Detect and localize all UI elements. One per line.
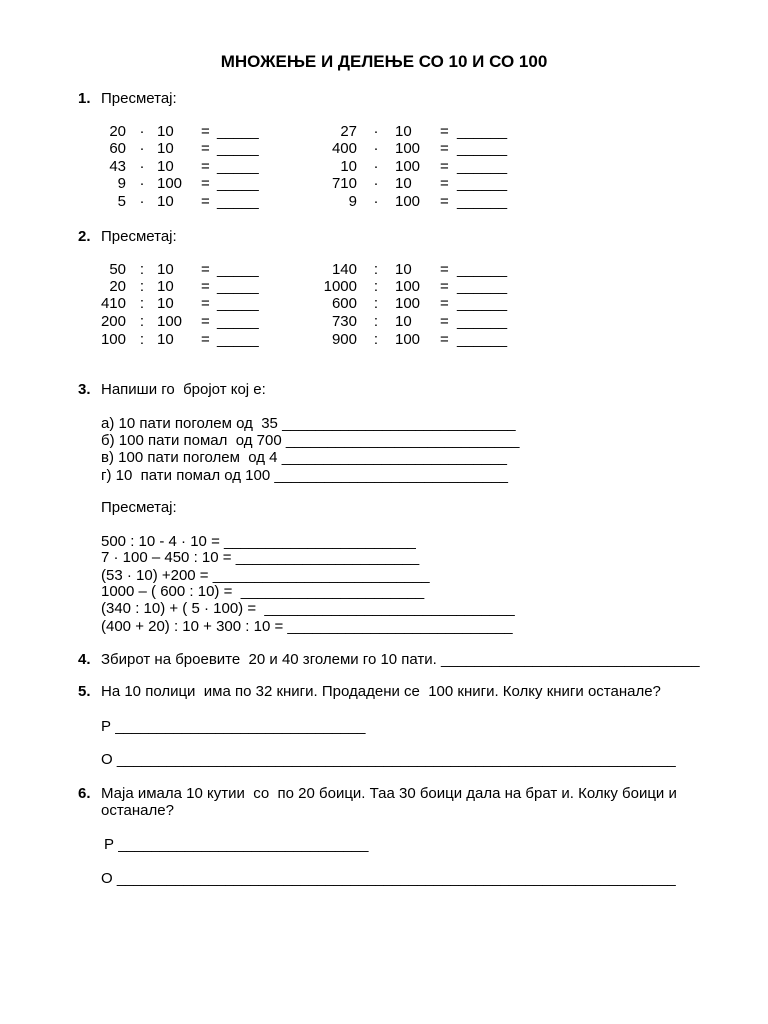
- operator: ·: [139, 175, 145, 192]
- operand-a: 400: [331, 140, 357, 157]
- task-2-row: [0, 331, 768, 348]
- equals-sign: =: [201, 331, 210, 348]
- answer-blank: _____: [217, 261, 259, 278]
- operand-b: 10: [157, 193, 174, 210]
- answer-label: О: [101, 751, 117, 768]
- answer-blank: _____: [217, 313, 259, 330]
- task-1-instruction: Пресметај:: [101, 90, 177, 107]
- operand-a: 9: [348, 193, 357, 210]
- equals-sign: =: [201, 140, 210, 157]
- operand-a: 100: [100, 331, 126, 348]
- operand-b: 10: [157, 295, 174, 312]
- operand-a: 27: [340, 123, 357, 140]
- operand-a: 50: [109, 261, 126, 278]
- expression-line: [101, 533, 416, 550]
- answer-blank: ____________________________: [282, 415, 516, 432]
- operand-b: 10: [157, 278, 174, 295]
- task-1-row: [0, 123, 768, 140]
- task-4-number: 4.: [78, 651, 91, 668]
- answer-blank: ______: [457, 175, 508, 192]
- answer-blank: ______: [457, 331, 508, 348]
- task-6-answer-line: [101, 870, 676, 887]
- operand-b: 100: [395, 193, 421, 210]
- answer-blank: ______: [457, 140, 508, 157]
- operand-b: 100: [395, 295, 421, 312]
- answer-blank: _______________________________: [441, 651, 700, 668]
- operand-b: 10: [395, 175, 412, 192]
- answer-blank: ______________________: [235, 549, 420, 566]
- operator: :: [139, 331, 145, 348]
- equals-sign: =: [440, 278, 449, 295]
- operand-b: 100: [157, 175, 183, 192]
- equals-sign: =: [440, 295, 449, 312]
- item-text: б) 100 пати помал од 700: [101, 432, 286, 449]
- expression-text: 1000 – ( 600 : 10) =: [101, 583, 241, 600]
- task-2-row: [0, 313, 768, 330]
- operand-b: 10: [157, 331, 174, 348]
- answer-blank: ____________________________: [274, 467, 508, 484]
- equals-sign: =: [440, 123, 449, 140]
- answer-blank: ___________________________: [287, 618, 513, 635]
- operand-b: 10: [395, 123, 412, 140]
- equals-sign: =: [201, 278, 210, 295]
- operand-b: 100: [395, 331, 421, 348]
- operand-b: 10: [395, 261, 412, 278]
- task-2-row: [0, 278, 768, 295]
- answer-blank: ____________________________: [285, 432, 520, 449]
- answer-blank: ___________________________: [281, 449, 507, 466]
- expression-line: [101, 549, 419, 566]
- page-title: МНОЖЕЊЕ И ДЕЛЕЊЕ СО 10 И СО 100: [220, 52, 548, 71]
- task-2-row: [0, 261, 768, 278]
- equals-sign: =: [440, 140, 449, 157]
- solution-label: Р: [104, 836, 119, 853]
- operator: :: [373, 331, 379, 348]
- task-4-line: [101, 651, 700, 668]
- answer-blank: _____: [217, 175, 259, 192]
- item-text: а) 10 пати поголем од 35: [101, 415, 283, 432]
- operand-a: 900: [331, 331, 357, 348]
- item-text: в) 100 пати поголем од 4: [101, 449, 282, 466]
- equals-sign: =: [440, 193, 449, 210]
- expression-line: [101, 583, 424, 600]
- answer-blank: __________________________: [212, 567, 430, 584]
- equals-sign: =: [440, 313, 449, 330]
- operand-a: 5: [117, 193, 126, 210]
- answer-label: О: [101, 870, 117, 887]
- operand-b: 10: [157, 158, 174, 175]
- operand-a: 20: [109, 123, 126, 140]
- answer-blank: ______________________________: [264, 600, 515, 617]
- operator: ·: [139, 193, 145, 210]
- task-3-item: [101, 467, 508, 484]
- operand-a: 200: [100, 313, 126, 330]
- answer-blank: _____: [217, 140, 259, 157]
- answer-blank: _____: [217, 295, 259, 312]
- expression-line: [101, 567, 430, 584]
- task-3-number: 3.: [78, 381, 91, 398]
- operand-a: 730: [331, 313, 357, 330]
- operand-b: 10: [157, 140, 174, 157]
- task-3-instruction: Напиши го бројот кој е:: [101, 381, 266, 398]
- task-3-item: [101, 432, 519, 449]
- expression-text: (53 · 10) +200 =: [101, 567, 213, 584]
- task-1-row: [0, 193, 768, 210]
- task-1-row: [0, 175, 768, 192]
- operand-b: 10: [395, 313, 412, 330]
- answer-blank: ___________________________________________________________________: [116, 751, 676, 768]
- operator: :: [373, 313, 379, 330]
- answer-blank: ______________________________: [118, 836, 369, 853]
- equals-sign: =: [201, 261, 210, 278]
- equals-sign: =: [440, 175, 449, 192]
- item-text: г) 10 пати помал од 100: [101, 467, 275, 484]
- task-1-row: [0, 158, 768, 175]
- operand-a: 60: [109, 140, 126, 157]
- answer-blank: _____: [217, 278, 259, 295]
- operator: :: [139, 261, 145, 278]
- operator: ·: [139, 158, 145, 175]
- task-2-number: 2.: [78, 228, 91, 245]
- task-3-sub-instruction: Пресметај:: [101, 499, 177, 516]
- task-5-number: 5.: [78, 683, 91, 700]
- operator: ·: [373, 123, 379, 140]
- operand-a: 9: [117, 175, 126, 192]
- operand-a: 710: [331, 175, 357, 192]
- operator: ·: [373, 140, 379, 157]
- expression-text: 7 · 100 – 450 : 10 =: [101, 549, 236, 566]
- operator: :: [139, 313, 145, 330]
- operator: ·: [373, 158, 379, 175]
- task-6-solution-line: [104, 836, 368, 853]
- expression-text: (400 + 20) : 10 + 300 : 10 =: [101, 618, 288, 635]
- operator: :: [139, 295, 145, 312]
- answer-blank: ______: [457, 278, 508, 295]
- operator: :: [139, 278, 145, 295]
- solution-label: Р: [101, 718, 116, 735]
- answer-blank: _____: [217, 193, 259, 210]
- operator: :: [373, 295, 379, 312]
- operand-a: 43: [109, 158, 126, 175]
- answer-blank: ______: [457, 295, 508, 312]
- operator: ·: [139, 140, 145, 157]
- task-5-text: На 10 полици има по 32 книги. Продадени се 100 книги. Колку книги останале?: [101, 683, 661, 700]
- answer-blank: ______: [457, 261, 508, 278]
- equals-sign: =: [201, 158, 210, 175]
- operand-a: 140: [331, 261, 357, 278]
- task-5-answer-line: [101, 751, 676, 768]
- equals-sign: =: [201, 295, 210, 312]
- expression-line: [101, 600, 515, 617]
- operand-b: 100: [395, 278, 421, 295]
- task-3-item: [101, 449, 507, 466]
- operand-b: 100: [395, 140, 421, 157]
- equals-sign: =: [201, 123, 210, 140]
- operator: ·: [139, 123, 145, 140]
- equals-sign: =: [440, 158, 449, 175]
- expression-text: 500 : 10 - 4 · 10 =: [101, 533, 224, 550]
- equals-sign: =: [201, 313, 210, 330]
- task-6-text-line-1: Маја имала 10 кутии со по 20 боици. Таа 30 боици дала на брат и. Колку боици и: [101, 785, 677, 802]
- equals-sign: =: [201, 175, 210, 192]
- task-1-row: [0, 140, 768, 157]
- task-4-text: Збирот на броевите 20 и 40 зголеми го 10 пати.: [101, 651, 442, 668]
- operand-b: 10: [157, 123, 174, 140]
- operand-a: 410: [100, 295, 126, 312]
- operand-b: 100: [395, 158, 421, 175]
- equals-sign: =: [440, 261, 449, 278]
- task-5-solution-line: [101, 718, 365, 735]
- answer-blank: _____: [217, 331, 259, 348]
- answer-blank: _______________________: [224, 533, 416, 550]
- operand-b: 100: [157, 313, 183, 330]
- answer-blank: ______: [457, 193, 508, 210]
- answer-blank: ___________________________________________________________________: [116, 870, 676, 887]
- operator: :: [373, 261, 379, 278]
- operator: ·: [373, 175, 379, 192]
- operand-a: 10: [340, 158, 357, 175]
- task-3-item: [101, 415, 516, 432]
- expression-line: [101, 618, 513, 635]
- operand-a: 20: [109, 278, 126, 295]
- answer-blank: ______________________________: [115, 718, 366, 735]
- equals-sign: =: [440, 331, 449, 348]
- answer-blank: ______: [457, 313, 508, 330]
- task-2-row: [0, 295, 768, 312]
- answer-blank: _____: [217, 123, 259, 140]
- operand-a: 1000: [323, 278, 357, 295]
- task-6-number: 6.: [78, 785, 91, 802]
- equals-sign: =: [201, 193, 210, 210]
- answer-blank: ______: [457, 123, 508, 140]
- answer-blank: ______: [457, 158, 508, 175]
- expression-text: (340 : 10) + ( 5 · 100) =: [101, 600, 265, 617]
- operator: :: [373, 278, 379, 295]
- answer-blank: _____: [217, 158, 259, 175]
- operand-b: 10: [157, 261, 174, 278]
- operand-a: 600: [331, 295, 357, 312]
- task-2-instruction: Пресметај:: [101, 228, 177, 245]
- operator: ·: [373, 193, 379, 210]
- answer-blank: ______________________: [240, 583, 425, 600]
- task-1-number: 1.: [78, 90, 91, 107]
- task-6-text-line-2: останале?: [101, 802, 174, 819]
